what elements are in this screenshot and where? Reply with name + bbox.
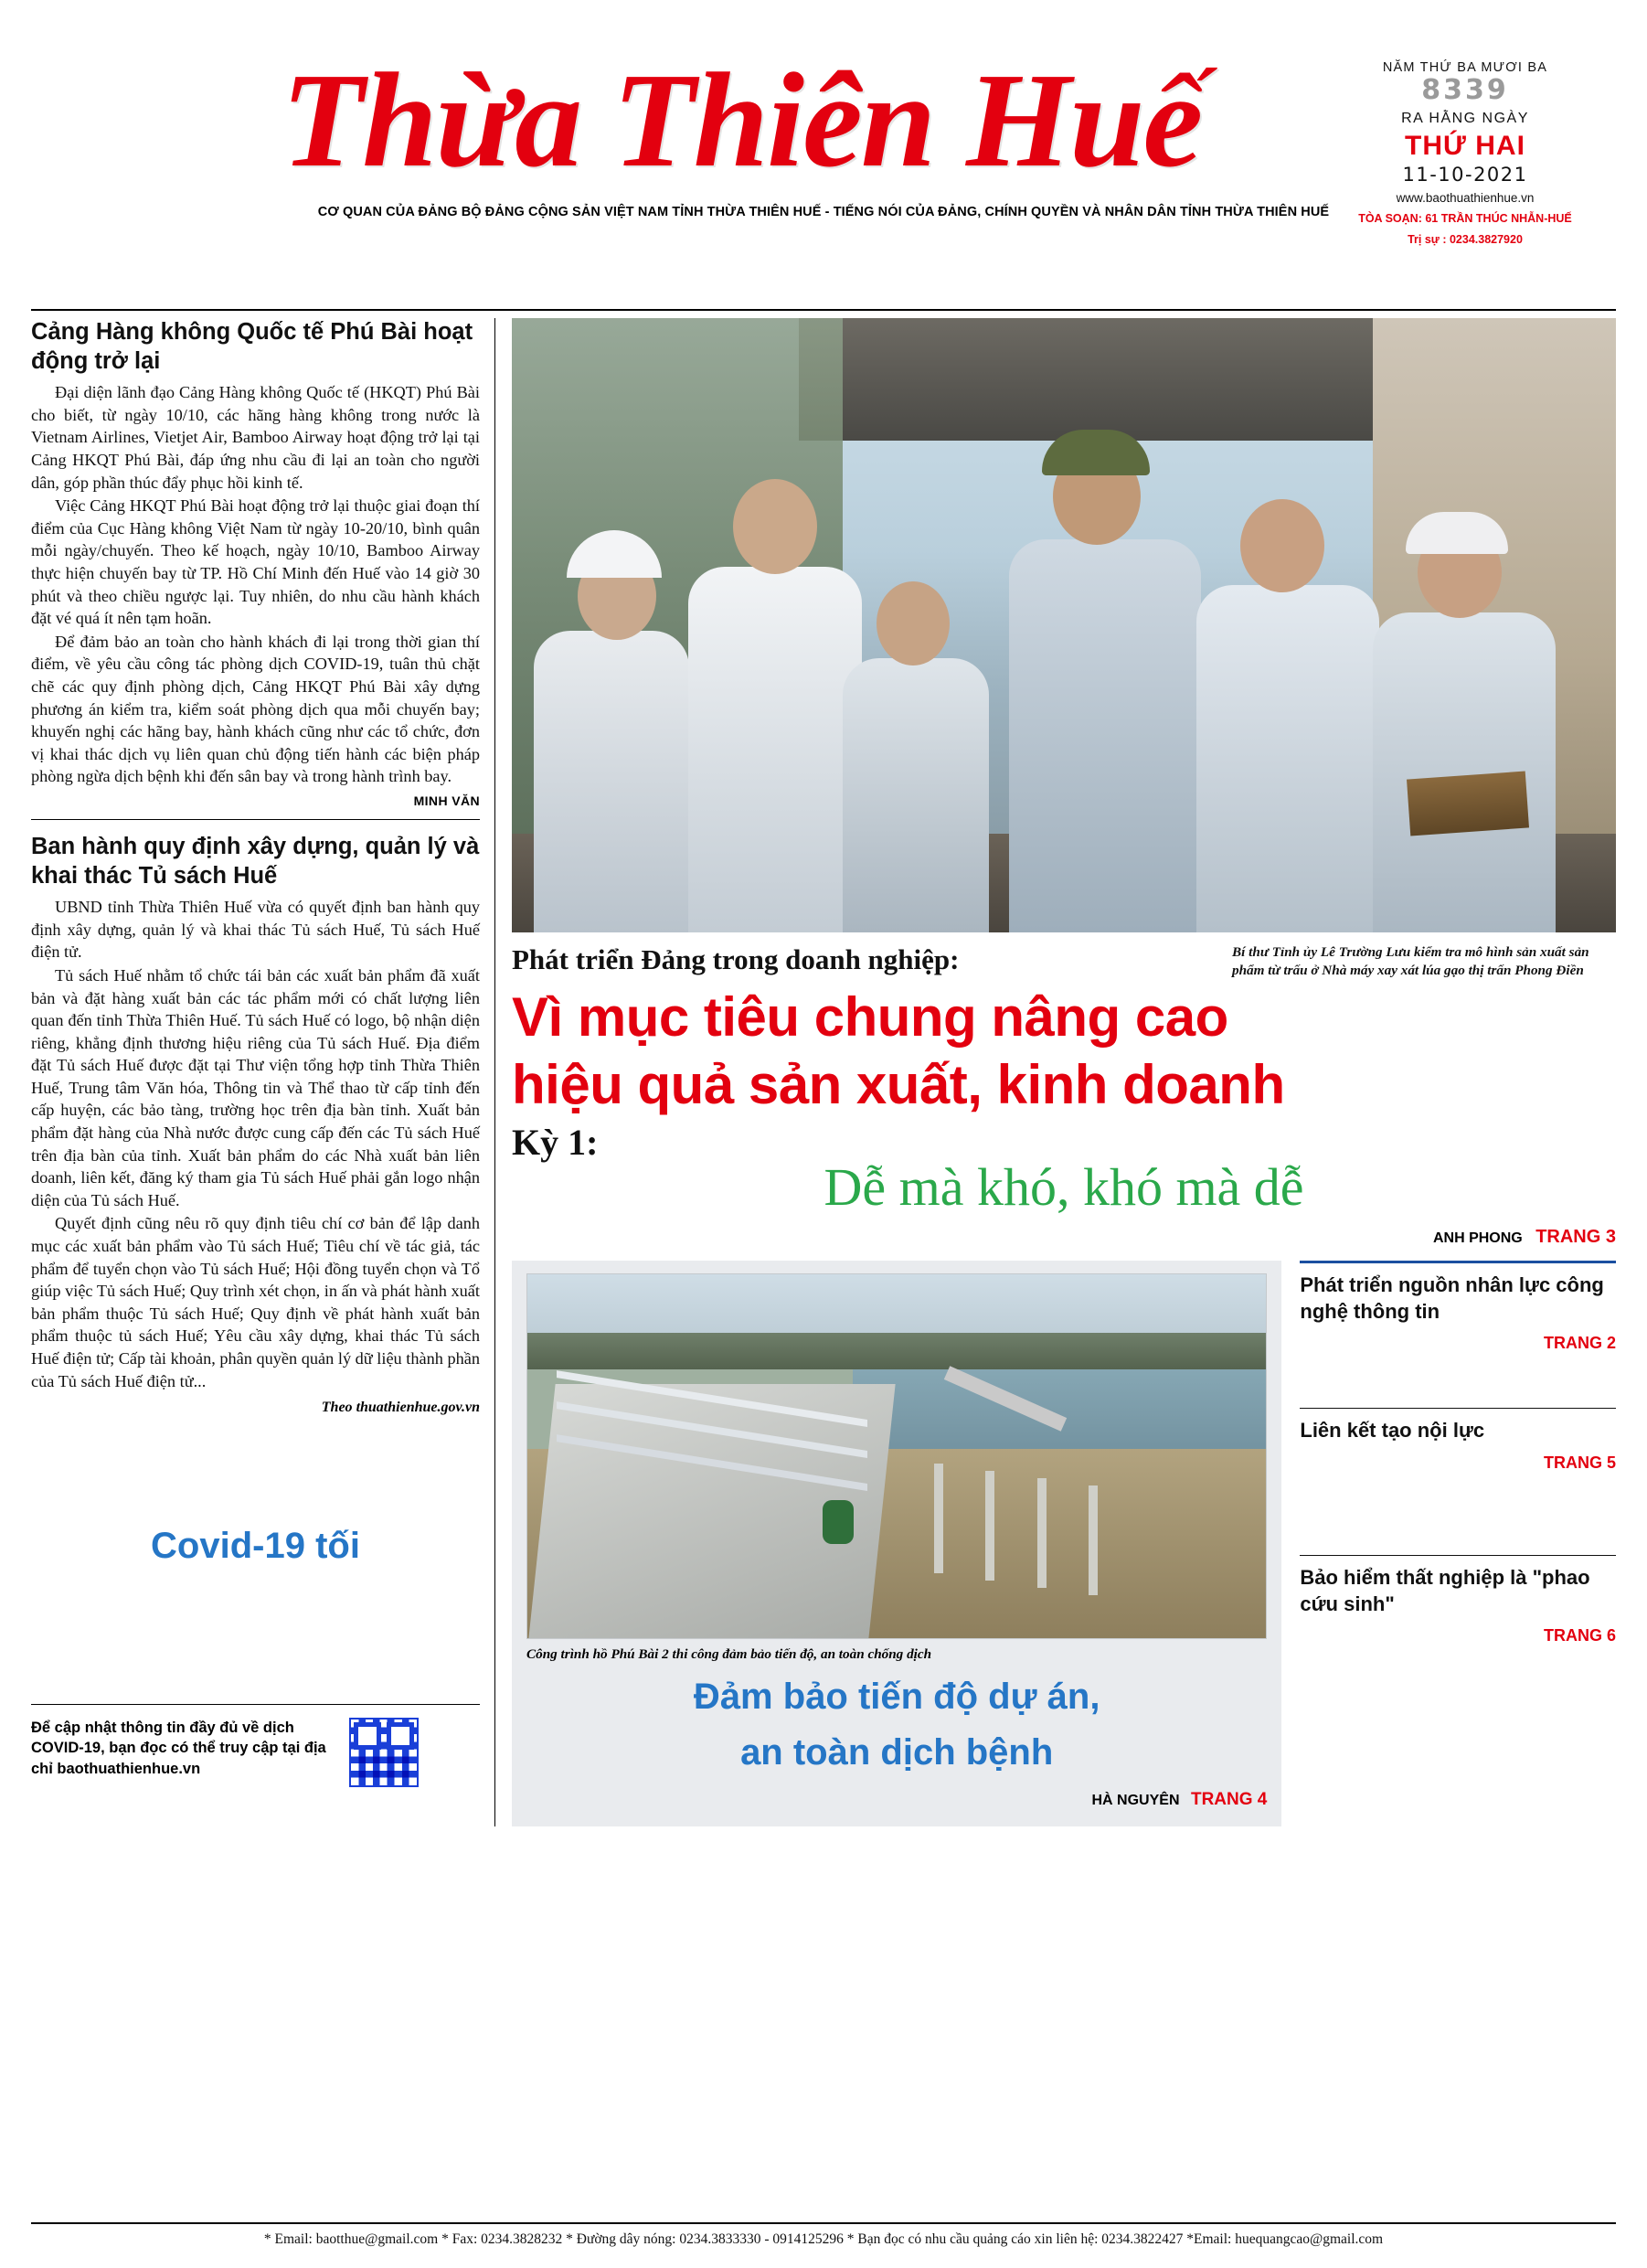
article-tusach-headline: Ban hành quy định xây dựng, quản lý và khai thác Tủ sách Huế <box>31 833 480 889</box>
main-subheadline: Dễ mà khó, khó mà dễ <box>824 1156 1304 1217</box>
photo-person <box>843 658 989 932</box>
article-airport <box>31 318 480 808</box>
article-tusach-body <box>31 896 480 1392</box>
headline-caption-row <box>512 943 1616 980</box>
page-body <box>31 318 1616 1826</box>
column-divider <box>31 819 480 820</box>
footer-contact-text: * Email: baotthue@gmail.com * Fax: 0234.3828232 * Đường dây nóng: 0234.3833330 - 0914125296 * Bạn đọc có nhu cầu quảng cáo xin liên hệ: 0234.3822427 *Email: huequangcao@gmail.com <box>263 2231 1384 2247</box>
masthead-info-block <box>1314 60 1616 248</box>
photo-person <box>688 567 862 932</box>
secondary-page-ref[interactable]: TRANG 4 <box>1190 1789 1268 1809</box>
article-tusach-source <box>31 1400 480 1416</box>
article-tusach <box>31 833 480 1416</box>
paragraph: UBND tỉnh Thừa Thiên Huế vừa có quyết định ban hành quy định xây dựng, quản lý và khai thác Tủ sách Huế, Tủ sách Huế điện tử. <box>31 898 480 962</box>
paragraph: Việc Cảng HKQT Phú Bài hoạt động trở lại thuộc giai đoạn thí điểm của Cục Hàng không Việt Nam từ ngày 10-20/10, bình quân mỗi ngày/chuyến. Theo kế hoạch, ngày 10/10, Bamboo Airway thực hiện chuyến bay từ TP. Hồ Chí Minh đến Huế vào 14 giờ 30 phút và theo chiều ngược lại. Tuy nhiên, do nhu cầu hành khách đặt vé quá ít nên tạm hoãn. <box>31 496 480 628</box>
qr-info-block <box>31 1704 480 1787</box>
photo-person <box>534 631 689 932</box>
teaser-title: Bảo hiểm thất nghiệp là "phao cứu sinh" <box>1300 1566 1590 1615</box>
secondary-photo-caption: Công trình hồ Phú Bài 2 thi công đảm bảo tiến độ, an toàn chống dịch <box>526 1646 932 1663</box>
secondary-credit <box>526 1790 1267 1810</box>
office-address: TÒA SOẠN: 61 TRẦN THÚC NHẪN-HUẾ <box>1358 211 1572 225</box>
teaser-column <box>1281 1261 1616 1826</box>
photo-person-head <box>1240 499 1324 592</box>
source-prefix: Theo <box>321 1400 353 1416</box>
photo-person <box>1196 585 1379 932</box>
issue-number: 8339 <box>1421 74 1509 106</box>
secondary-headline-line-1: Đảm bảo tiến độ dự án, <box>693 1677 1100 1718</box>
source-name[interactable]: thuathienhue.gov.vn <box>356 1400 480 1416</box>
paragraph: Quyết định cũng nêu rõ quy định tiêu chí cơ bản để lập danh mục các xuất bản phẩm vào Tủ sách Huế; Tiêu chí về tác giả, tác phẩm để tuyển chọn vào Tủ sách Huế; Hội đồng tuyển chọn và Tổ giúp việc Tủ sách Huế; Quy trình xét chọn, in ấn và phát hành xuất bản phẩm thuộc Tủ sách Huế; Quy định về phát hành xuất bản phẩm thuộc tủ sách Huế; Yêu cầu xây dựng, khai thác Tủ sách Huế điện tử; Cấp tài khoản, phân quyền quản lý dữ liệu thành phần của Tủ sách Huế điện tử... <box>31 1214 480 1390</box>
office-phone: Trị sự : 0234.3827920 <box>1408 233 1523 247</box>
covid-section <box>31 1526 480 1567</box>
photo-person <box>1009 539 1201 932</box>
teaser-divider <box>1300 1408 1616 1409</box>
teaser-divider <box>1300 1555 1616 1556</box>
teaser-divider <box>1300 1261 1616 1263</box>
main-page-ref[interactable]: TRANG 3 <box>1535 1227 1616 1248</box>
paragraph: Để đảm bảo an toàn cho hành khách đi lại trong thời gian thí điểm, về yêu cầu công tác phòng dịch COVID-19, tuân thủ chặt chẽ các quy định phòng dịch, Cảng HKQT Phú Bài xây dựng phương án kiểm tra, kiểm soát phòng dịch qua mỗi chuyến bay; khuyến nghị các hãng bay, hành khách cũng như các tổ chức, đơn vị khai thác dịch vụ liên quan chủ động tiến hành các biện pháp phòng ngừa dịch bệnh khi đến sân bay và trong hành trình bay. <box>31 632 480 786</box>
paragraph: Tủ sách Huế nhằm tổ chức tái bản các xuất bản phẩm đã xuất bản và đặt hàng xuất bản các tác phẩm mới có chất lượng liên quan đến tỉnh Thừa Thiên Huế. Tủ sách Huế có logo, bộ nhận diện riêng, khẳng định thương hiệu riêng của Tủ sách Huế. Địa điểm đặt Tủ sách Huế được đặt tại Thư viện tổng hợp tỉnh Thừa Thiên Huế, Trung tâm Văn hóa, Thông tin và Thể thao từ cấp tỉnh đến cấp huyện, các bảo tàng, trường học trên địa bàn tỉnh. Xuất bản phẩm đặt hàng của Nhà nước được cung cấp đến các Tủ sách Huế trên địa bàn của tỉnh. Xuất bản phẩm do các Nhà xuất bản liên doanh, liên kết, đăng ký tham gia Tủ sách Huế phải gắn logo nhận diện của Tủ sách Huế. <box>31 965 480 1209</box>
main-part-label: Kỳ 1: <box>512 1121 599 1163</box>
main-kicker: Phát triển Đảng trong doanh nghiệp: <box>512 943 960 975</box>
teaser-item[interactable] <box>1300 1261 1616 1353</box>
photo2-post <box>1037 1478 1047 1588</box>
article-airport-byline: MINH VĂN <box>413 793 480 808</box>
main-photo <box>512 318 1616 932</box>
teaser-title: Phát triển nguồn nhân lực công nghệ thông tin <box>1300 1273 1604 1323</box>
main-author: ANH PHONG <box>1432 1230 1523 1247</box>
secondary-author: HÀ NGUYÊN <box>1091 1792 1180 1808</box>
photo-sample-box <box>1407 772 1529 836</box>
masthead-subtitle: CƠ QUAN CỦA ĐẢNG BỘ ĐẢNG CỘNG SẢN VIỆT NAM TỈNH THỪA THIÊN HUẾ - TIẾNG NÓI CỦA ĐẢNG, CHÍNH QUYỀN VÀ NHÂN DÂN TỈNH THỪA THIÊN HUẾ <box>317 205 1330 219</box>
teaser-item[interactable] <box>1300 1408 1616 1473</box>
main-photo-caption: Bí thư Tỉnh ủy Lê Trường Lưu kiểm tra mô hình sản xuất sản phẩm từ trấu ở Nhà máy xay xát lúa gạo thị trấn Phong Điền <box>1232 944 1589 978</box>
teaser-title: Liên kết tạo nội lực <box>1300 1419 1485 1443</box>
teaser-page-ref[interactable]: TRANG 5 <box>1543 1453 1616 1473</box>
publication-frequency: RA HẰNG NGÀY <box>1401 110 1529 126</box>
secondary-article <box>512 1261 1281 1826</box>
left-column <box>31 318 495 1826</box>
website-url[interactable]: www.baothuathienhue.vn <box>1396 190 1535 205</box>
photo-person-head <box>877 581 950 665</box>
main-headline-line-2: hiệu quả sản xuất, kinh doanh <box>512 1053 1285 1115</box>
issue-year-line: NĂM THỨ BA MƯƠI BA <box>1382 60 1548 75</box>
photo2-hills <box>527 1333 1266 1369</box>
photo2-worker <box>823 1500 854 1544</box>
photo2-post <box>985 1471 994 1581</box>
publication-date: 11-10-2021 <box>1402 163 1528 186</box>
page-footer <box>31 2222 1616 2248</box>
qr-instruction-text: Để cập nhật thông tin đầy đủ về dịch COVID-19, bạn đọc có thể truy cập tại địa chỉ baothuathienhue.vn <box>31 1720 326 1777</box>
teaser-page-ref[interactable]: TRANG 2 <box>1543 1334 1616 1353</box>
article-airport-headline: Cảng Hàng không Quốc tế Phú Bài hoạt động trở lại <box>31 319 473 374</box>
masthead-divider <box>31 309 1616 311</box>
photo-person <box>1373 612 1556 932</box>
main-credit <box>512 1227 1616 1248</box>
covid-section-title: Covid-19 tối <box>151 1526 360 1567</box>
right-column <box>495 318 1616 1826</box>
teaser-page-ref[interactable]: TRANG 6 <box>1543 1626 1616 1645</box>
qr-code[interactable] <box>349 1718 419 1787</box>
secondary-photo <box>526 1273 1267 1639</box>
teaser-item[interactable] <box>1300 1555 1616 1645</box>
publication-weekday: THỨ HAI <box>1405 130 1525 161</box>
secondary-headline-line-2: an toàn dịch bệnh <box>740 1732 1054 1773</box>
photo2-post <box>1089 1485 1098 1595</box>
masthead <box>31 46 1616 300</box>
photo2-post <box>934 1464 943 1573</box>
lower-section <box>512 1261 1616 1826</box>
main-headline-line-1: Vì mục tiêu chung nâng cao <box>512 985 1228 1048</box>
paragraph: Đại diện lãnh đạo Cảng Hàng không Quốc tế (HKQT) Phú Bài cho biết, từ ngày 10/10, các hãng hàng không trong nước là Vietnam Airlines, Vietjet Air, Bamboo Airway hoạt động trở lại tại Cảng HKQT Phú Bài, đáp ứng nhu cầu đi lại an toàn cho người dân, góp phần thúc đẩy phục hồi kinh tế. <box>31 383 480 492</box>
article-airport-body <box>31 381 480 788</box>
photo-person-head <box>733 479 817 574</box>
newspaper-title: Thừa Thiên Huế <box>281 46 1202 196</box>
